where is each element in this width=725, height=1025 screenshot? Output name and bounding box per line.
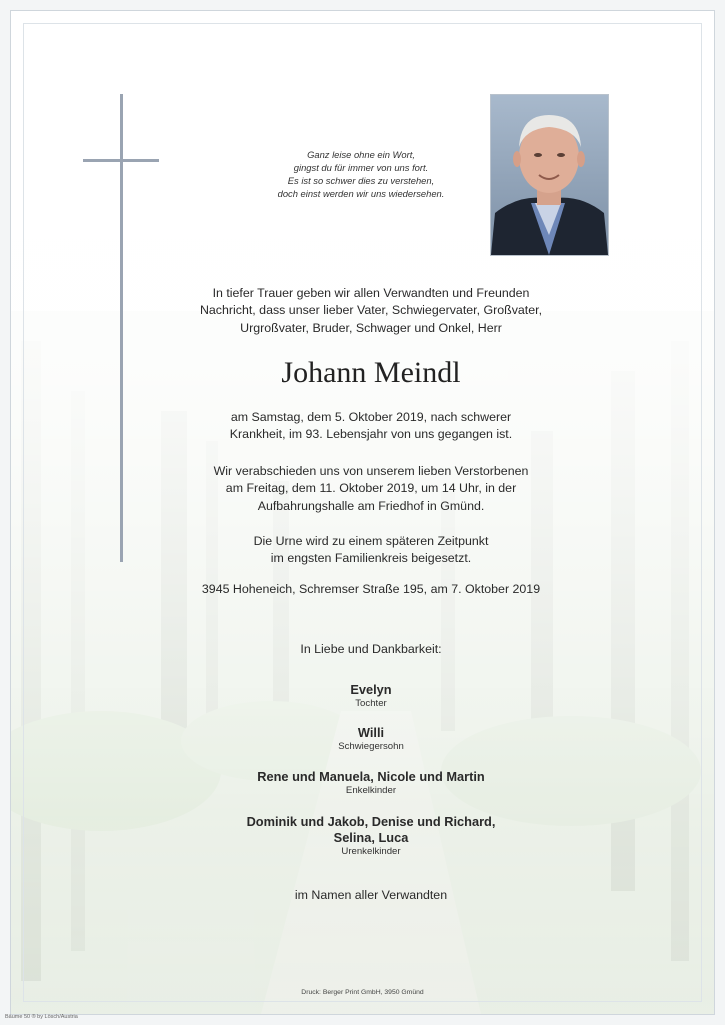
poem-line: gingst du für immer von uns fort. (293, 162, 429, 173)
death-notice-line: am Samstag, dem 5. Oktober 2019, nach schwerer (230, 410, 512, 424)
mourner-group (151, 769, 591, 797)
urn-burial-note (151, 533, 591, 568)
cross-icon-bar (83, 159, 159, 162)
intro-line: Urgroßvater, Bruder, Schwager und Onkel, Herr (240, 320, 502, 335)
closing-line: im Namen aller Verwandten (294, 888, 448, 902)
poem-line: doch einst werden wir uns wiedersehen. (277, 188, 445, 199)
intro-line: Nachricht, dass unser lieber Vater, Schwiegervater, Großvater, (199, 303, 543, 318)
farewell-line: Aufbahrungshalle am Friedhof in Gmünd. (257, 498, 485, 513)
mourner-relation: Urenkelkinder (341, 846, 401, 857)
mourner-name: Willi (357, 725, 385, 740)
death-notice (151, 409, 591, 444)
poem-line: Ganz leise ohne ein Wort, (307, 149, 415, 160)
design-credit: Bäume 50 ® by Lösch/Austria (5, 1014, 78, 1020)
mourner-name: Evelyn (350, 682, 392, 697)
mourner-relation: Tochter (355, 698, 387, 709)
mourner-group (151, 682, 591, 710)
mourner-name: Rene und Manuela, Nicole und Martin (257, 769, 485, 784)
mourner-group (151, 814, 591, 858)
printer-credit: Druck: Berger Print GmbH, 3950 Gmünd (301, 989, 424, 996)
announcement-intro (151, 285, 591, 337)
mourner-relation: Enkelkinder (345, 785, 397, 796)
intro-line: In tiefer Trauer geben wir allen Verwandten und Freunden (212, 286, 530, 300)
cross-icon (120, 94, 123, 562)
poem-line: Es ist so schwer dies zu verstehen, (287, 175, 435, 186)
deceased-name: Johann Meindl (281, 356, 461, 389)
address-date: 3945 Hoheneich, Schremser Straße 195, am 7. Oktober 2019 (201, 582, 541, 596)
urn-line: im engsten Familienkreis beigesetzt. (270, 551, 472, 566)
urn-line: Die Urne wird zu einem späteren Zeitpunkt (253, 534, 489, 548)
farewell-line: Wir verabschieden uns von unserem lieben Verstorbenen (213, 464, 529, 478)
mourner-group (151, 725, 591, 753)
memorial-poem (261, 148, 461, 200)
mourner-relation: Schwiegersohn (338, 741, 404, 752)
farewell-details (151, 463, 591, 515)
portrait-photo (490, 94, 609, 256)
mourner-name: Dominik und Jakob, Denise und Richard, (246, 814, 496, 829)
mourner-name: Selina, Luca (333, 830, 409, 845)
farewell-line: am Freitag, dem 11. Oktober 2019, um 14 Uhr, in der (225, 481, 517, 496)
thanks-heading: In Liebe und Dankbarkeit: (300, 642, 442, 656)
death-notice-line: Krankheit, im 93. Lebensjahr von uns gegangen ist. (229, 427, 513, 442)
obituary-card (10, 10, 715, 1015)
